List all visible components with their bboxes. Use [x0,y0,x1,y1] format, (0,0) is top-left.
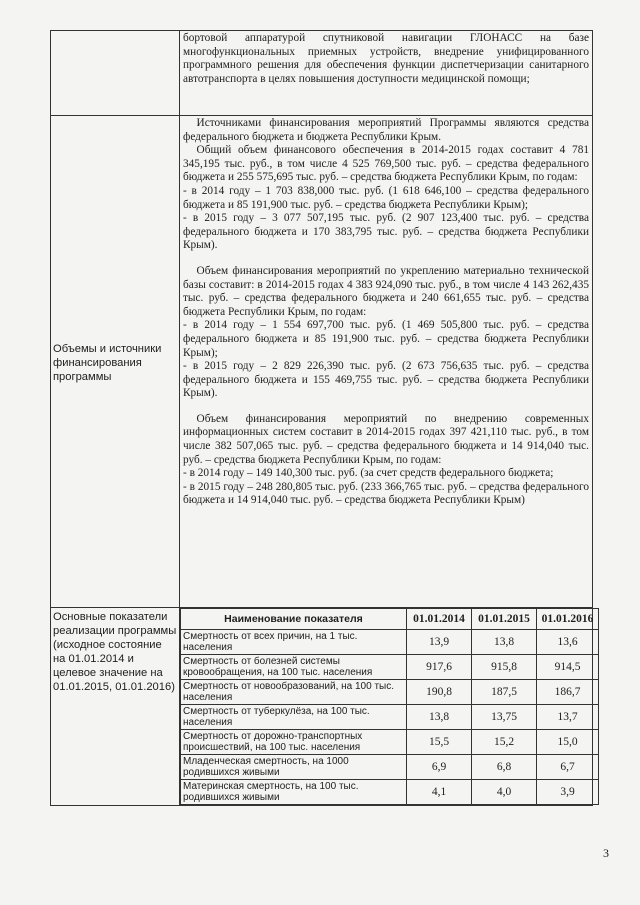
value-2015: 13,75 [472,705,537,730]
value-2014: 917,6 [407,655,472,680]
value-2015: 6,8 [472,755,537,780]
indicator-name: Смертность от болезней системы кровообращения, на 100 тыс. населения [181,655,407,680]
paragraph: - в 2014 году – 1 554 697,700 тыс. руб. (1 469 505,800 тыс. руб. – средства федерального бюджета и 85 191,900 тыс. руб. – средства бюджета Республики Крым); [183,319,589,359]
paragraph: - в 2014 году – 1 703 838,000 тыс. руб. (1 618 646,100 – средства федерального бюджета и 85 191,900 тыс. руб. – средства бюджета Республики Крым); [183,184,589,211]
value-2014: 13,8 [407,705,472,730]
content-cell [180,31,593,116]
indicators-label: Основные показатели реализации программы (исходное состояние на 01.01.2014 и целевое значение на 01.01.2015, 01.01.2016) [51,608,180,806]
value-2016: 13,6 [537,630,599,655]
page-number: 3 [603,846,609,860]
financing-label: Объемы и источники финансирования программы [51,116,180,608]
value-2015: 4,0 [472,780,537,805]
value-2016: 186,7 [537,680,599,705]
value-2014: 190,8 [407,680,472,705]
table-row [181,705,599,730]
value-2015: 15,2 [472,730,537,755]
value-2014: 13,9 [407,630,472,655]
paragraph: Объем финансирования мероприятий по укреплению материально технической базы составит: в 2014-2015 годах 4 383 924,090 тыс. руб., в том числе 4 143 262,435 тыс. руб. – средства федерального бюджета и 240 661,655 тыс. руб. – средства бюджета Республики Крым, по годам: [183,264,589,318]
table-row [181,730,599,755]
indicators-table [180,608,599,805]
value-2014: 4,1 [407,780,472,805]
table-row [181,630,599,655]
table-row [181,780,599,805]
paragraph: - в 2015 году – 2 829 226,390 тыс. руб. (2 673 756,635 тыс. руб. – средства федерального бюджета и 155 469,755 тыс. руб. – средства бюджета Республики Крым). [183,360,589,400]
table-row [51,608,593,806]
indicator-name: Смертность от туберкулёза, на 100 тыс. населения [181,705,407,730]
table-row [51,31,593,116]
indicator-name: Смертность от новообразований, на 100 тыс. населения [181,680,407,705]
paragraph: бортовой аппаратурой спутниковой навигации ГЛОНАСС на базе многофункциональных приемных устройств, внедрение унифицированного программного решения для обеспечения функции диспетчеризации санитарного автотранспорта в целях повышения доступности медицинской помощи; [183,32,589,85]
table-row [181,755,599,780]
column-header: 01.01.2014 [407,609,472,630]
empty-label-cell [51,31,180,116]
value-2015: 915,8 [472,655,537,680]
value-2016: 6,7 [537,755,599,780]
column-header: Наименование показателя [181,609,407,630]
table-row [51,116,593,608]
paragraph: - в 2014 году – 149 140,300 тыс. руб. (за счет средств федерального бюджета; [183,467,554,480]
column-header: 01.01.2015 [472,609,537,630]
indicator-name: Смертность от дорожно-транспортных происшествий, на 100 тыс. населения [181,730,407,755]
indicator-name: Материнская смертность, на 100 тыс. родившихся живыми [181,780,407,805]
indicator-name: Смертность от всех причин, на 1 тыс. населения [181,630,407,655]
indicators-content [180,608,593,806]
table-row [181,655,599,680]
column-header: 01.01.2016 [537,609,599,630]
value-2016: 914,5 [537,655,599,680]
indicator-name: Младенческая смертность, на 1000 родившихся живыми [181,755,407,780]
paragraph: Объем финансирования мероприятий по внедрению современных информационных систем составит в 2014-2015 годах 397 421,110 тыс. руб., в том числе 382 507,065 тыс. руб. – средства федерального бюджета и 14 914,040 тыс. руб. – средства бюджета Республики Крым, по годам: [183,412,589,466]
paragraph: - в 2015 году – 248 280,805 тыс. руб. (233 366,765 тыс. руб. – средства федерального бюджета и 14 914,040 тыс. руб. – средства бюджета Республики Крым) [183,480,589,507]
value-2014: 15,5 [407,730,472,755]
paragraph: - в 2015 году – 3 077 507,195 тыс. руб. (2 907 123,400 тыс. руб. – средства федерального бюджета и 170 383,795 тыс. руб. – средства бюджета Республики Крым). [183,212,589,252]
value-2015: 187,5 [472,680,537,705]
value-2014: 6,9 [407,755,472,780]
table-row [181,680,599,705]
paragraph: Источниками финансирования мероприятий Программы являются средства федерального бюджета и бюджета Республики Крым. [183,117,589,143]
value-2015: 13,8 [472,630,537,655]
program-passport-table [50,30,593,806]
value-2016: 3,9 [537,780,599,805]
value-2016: 13,7 [537,705,599,730]
financing-content [180,116,593,608]
paragraph: Общий объем финансового обеспечения в 2014-2015 годах составит 4 781 345,195 тыс. руб., в том числе 4 525 769,500 тыс. руб. – средства федерального бюджета и 255 575,695 тыс. руб. – средства бюджета Республики Крым, по годам: [183,144,589,184]
value-2016: 15,0 [537,730,599,755]
